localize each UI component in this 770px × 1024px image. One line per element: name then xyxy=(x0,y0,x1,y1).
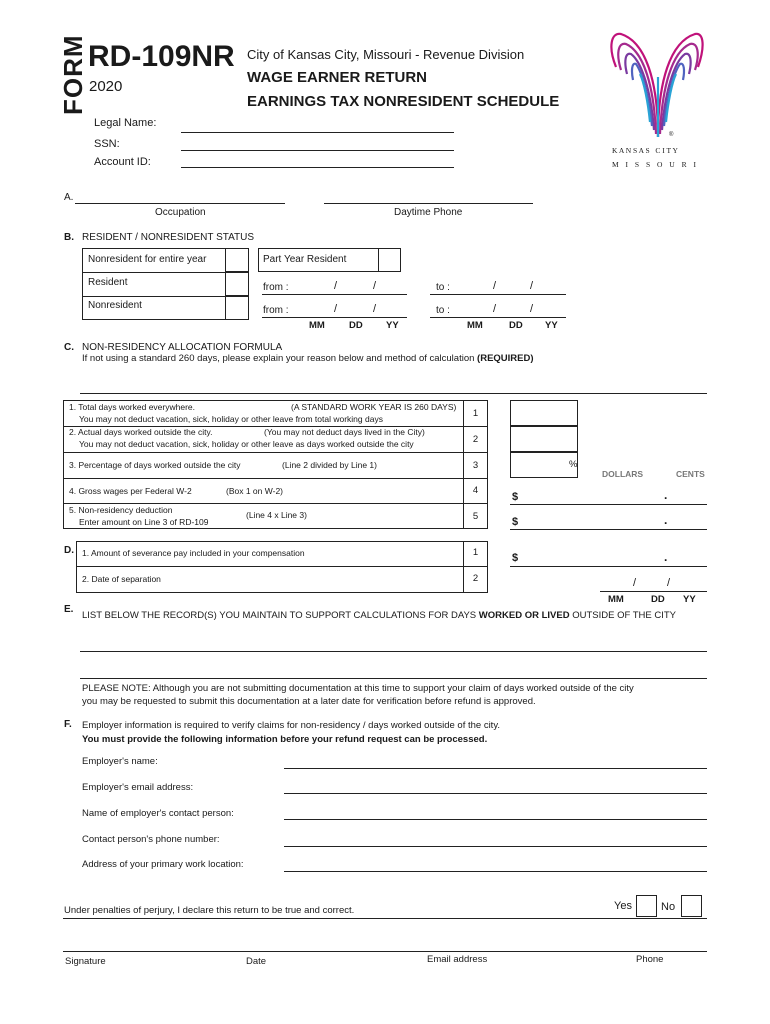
employer-name-field[interactable] xyxy=(284,768,707,769)
resident-from-label: from : xyxy=(263,282,289,293)
form-title-1: WAGE EARNER RETURN xyxy=(247,69,428,86)
account-id-label: Account ID: xyxy=(94,156,151,168)
sectionB-slash: / xyxy=(493,280,497,292)
sectionB-mm: MM xyxy=(309,320,325,331)
sectionB-dd: DD xyxy=(349,320,363,331)
sectionD-slash: / xyxy=(633,577,637,589)
form-year: 2020 xyxy=(89,78,123,95)
nonresident-entire-year-checkbox[interactable] xyxy=(225,248,249,272)
severance-input[interactable] xyxy=(510,566,707,567)
line2-label: 2. Actual days worked outside the city. xyxy=(69,427,213,437)
form-rule xyxy=(82,296,249,297)
contact-phone-label: Contact person's phone number: xyxy=(82,834,220,845)
ssn-label: SSN: xyxy=(94,138,120,150)
section-a-letter: A. xyxy=(64,192,74,203)
sectionB-yy: YY xyxy=(386,320,399,331)
form-rule xyxy=(63,503,488,504)
daytime-phone-field[interactable] xyxy=(324,203,533,204)
signature-line[interactable] xyxy=(63,951,707,952)
legal-name-label: Legal Name: xyxy=(94,117,157,129)
sectionD-slash: / xyxy=(667,577,671,589)
line2-note: (You may not deduct days lived in the City) xyxy=(264,427,425,437)
line5-label: 5. Non-residency deduction xyxy=(69,505,173,515)
contact-phone-field[interactable] xyxy=(284,846,707,847)
sectionC-n5: 5 xyxy=(472,511,479,522)
legal-name-field[interactable] xyxy=(181,132,454,133)
sectionB-slash: / xyxy=(373,303,377,315)
line1-note: (A STANDARD WORK YEAR IS 260 DAYS) xyxy=(291,402,457,412)
line1-desc: You may not deduct vacation, sick, holiday or other leave from total working days xyxy=(79,414,383,424)
form-rule: ® xyxy=(669,132,674,138)
records-line-2[interactable] xyxy=(80,678,707,679)
sectionC-n4: 4 xyxy=(472,485,479,496)
sectionC-dollar-sign: $ xyxy=(512,516,519,528)
nonresident-entire-year-label: Nonresident for entire year xyxy=(88,254,207,265)
sectionD-n1: 1 xyxy=(472,547,479,558)
phone-label: Phone xyxy=(636,954,664,965)
resident-checkbox[interactable] xyxy=(225,272,249,296)
line5-desc: Enter amount on Line 3 of RD-109 xyxy=(79,517,209,527)
sectionD-yy: YY xyxy=(683,594,696,605)
section-c-instructions xyxy=(82,353,534,364)
form-rule xyxy=(63,478,488,479)
form-rule xyxy=(611,34,702,137)
section-f-line2: You must provide the following information before your refund request can be processed. xyxy=(82,734,488,745)
email-label: Email address xyxy=(427,954,488,965)
sectionC-n3: 3 xyxy=(472,460,479,471)
sectionB-slash: / xyxy=(373,280,377,292)
line1-label: 1. Total days worked everywhere. xyxy=(69,402,195,412)
sectionC-dot: . xyxy=(664,488,668,502)
separation-date-input[interactable] xyxy=(600,591,707,592)
section-f-letter: F. xyxy=(64,719,72,730)
sectionB-slash: / xyxy=(334,280,338,292)
sectionD-dollar-sign: $ xyxy=(512,552,519,564)
form-rule xyxy=(76,566,488,567)
section-b-title: RESIDENT / NONRESIDENT STATUS xyxy=(82,232,255,243)
yes-label: Yes xyxy=(614,900,632,912)
no-checkbox[interactable] xyxy=(681,895,702,917)
section-e-instructions xyxy=(82,610,676,621)
agency-name: City of Kansas City, Missouri - Revenue Division xyxy=(247,47,525,62)
line2-desc: You may not deduct vacation, sick, holiday or other leave as days worked outside the city xyxy=(79,439,414,449)
sectionC-required: (REQUIRED) xyxy=(477,353,534,364)
days-outside-input[interactable] xyxy=(510,426,578,452)
sectionE-text-pre: LIST BELOW THE RECORD(S) YOU MAINTAIN TO SUPPORT CALCULATIONS FOR DAYS xyxy=(82,610,477,621)
contact-name-field[interactable] xyxy=(284,819,707,820)
sectionC-dollar-sign: $ xyxy=(512,491,519,503)
sectionD-mm: MM xyxy=(608,594,624,605)
yes-checkbox[interactable] xyxy=(636,895,657,917)
form-label-vertical: FORM xyxy=(58,34,88,115)
nonresident-label: Nonresident xyxy=(88,300,142,311)
line4-note: (Box 1 on W-2) xyxy=(226,486,284,496)
perjury-statement: Under penalties of perjury, I declare this return to be true and correct. xyxy=(64,905,355,916)
sectionC-n1: 1 xyxy=(472,408,479,419)
account-id-field[interactable] xyxy=(181,167,454,168)
line5-note: (Line 4 x Line 3) xyxy=(246,510,307,520)
sectionE-text-bold: WORKED OR LIVED xyxy=(478,610,570,621)
nonresident-to-date-field[interactable] xyxy=(430,317,566,318)
date-label: Date xyxy=(246,956,267,967)
daytime-phone-label: Daytime Phone xyxy=(394,207,463,218)
sectionB-slash: / xyxy=(530,280,534,292)
separation-date-label: 2. Date of separation xyxy=(82,574,161,584)
sectionB-slash: / xyxy=(493,303,497,315)
employer-name-label: Employer's name: xyxy=(82,756,158,767)
sectionB-yy: YY xyxy=(545,320,558,331)
occupation-label: Occupation xyxy=(155,207,206,218)
line3-label: 3. Percentage of days worked outside the city xyxy=(69,460,241,470)
nonresident-to-label: to : xyxy=(436,305,450,316)
section-d-letter: D. xyxy=(64,545,74,556)
sectionB-dd: DD xyxy=(509,320,523,331)
section-e-letter: E. xyxy=(64,604,74,615)
dollars-header: DOLLARS xyxy=(602,469,644,479)
explanation-line[interactable] xyxy=(80,393,707,394)
sectionB-mm: MM xyxy=(467,320,483,331)
work-address-field[interactable] xyxy=(284,871,707,872)
form-title-2: EARNINGS TAX NONRESIDENT SCHEDULE xyxy=(247,93,560,110)
resident-from-date-field[interactable] xyxy=(262,294,407,295)
sectionD-dd: DD xyxy=(651,594,665,605)
deduction-input[interactable] xyxy=(510,529,707,530)
sectionC-instr: If not using a standard 260 days, please explain your reason below and method of calculation xyxy=(82,353,475,364)
percentage-input[interactable] xyxy=(510,452,578,478)
total-days-input[interactable] xyxy=(510,400,578,426)
form-rule xyxy=(63,452,488,453)
form-rule xyxy=(82,272,249,273)
ssn-field[interactable] xyxy=(181,150,454,151)
fountain-logo-icon xyxy=(606,22,706,142)
nonresident-from-date-field[interactable] xyxy=(262,317,407,318)
cents-header: CENTS xyxy=(676,469,705,479)
resident-to-date-field[interactable] xyxy=(430,294,566,295)
sectionC-dot: . xyxy=(664,513,668,527)
gross-wages-input[interactable] xyxy=(510,504,707,505)
section-b-letter: B. xyxy=(64,232,74,243)
sectionB-slash: / xyxy=(530,303,534,315)
sectionC-n2: 2 xyxy=(472,434,479,445)
line3-note: (Line 2 divided by Line 1) xyxy=(282,460,377,470)
line4-label: 4. Gross wages per Federal W-2 xyxy=(69,486,192,496)
sectionD-dot: . xyxy=(664,550,668,564)
records-line-1[interactable] xyxy=(80,651,707,652)
please-note-1: PLEASE NOTE: Although you are not submitting documentation at this time to support your claim of days worked outside of the city xyxy=(82,683,634,694)
part-year-resident-label: Part Year Resident xyxy=(263,254,347,265)
sectionD-n2: 2 xyxy=(472,573,479,584)
sectionB-slash: / xyxy=(334,303,338,315)
resident-label: Resident xyxy=(88,277,128,288)
logo-text-1: K A N S A S C I T Y xyxy=(612,146,678,155)
part-year-resident-checkbox[interactable] xyxy=(378,248,401,272)
please-note-2: you may be requested to submit this documentation at a later date for verification before refund is approved. xyxy=(82,696,536,707)
resident-to-label: to : xyxy=(436,282,450,293)
occupation-field[interactable] xyxy=(75,203,285,204)
contact-name-label: Name of employer's contact person: xyxy=(82,808,234,819)
employer-email-label: Employer's email address: xyxy=(82,782,194,793)
section-c-title: NON-RESIDENCY ALLOCATION FORMULA xyxy=(82,342,283,353)
nonresident-checkbox[interactable] xyxy=(225,296,249,320)
section-f-line1: Employer information is required to verify claims for non-residency / days worked outside of the city. xyxy=(82,720,500,731)
sectionC-pct: % xyxy=(569,459,578,470)
severance-label: 1. Amount of severance pay included in your compensation xyxy=(82,548,305,558)
logo-text-2: M I S S O U R I xyxy=(612,160,699,169)
work-address-label: Address of your primary work location: xyxy=(82,859,244,870)
signature-label: Signature xyxy=(65,956,106,967)
employer-email-field[interactable] xyxy=(284,793,707,794)
perjury-line xyxy=(63,918,707,919)
section-c-letter: C. xyxy=(64,342,74,353)
nonresident-from-label: from : xyxy=(263,305,289,316)
kansas-city-logo xyxy=(606,22,706,172)
sectionE-text-post: OUTSIDE OF THE CITY xyxy=(572,610,677,621)
form-id: RD-109NR xyxy=(88,40,235,73)
no-label: No xyxy=(661,901,676,913)
